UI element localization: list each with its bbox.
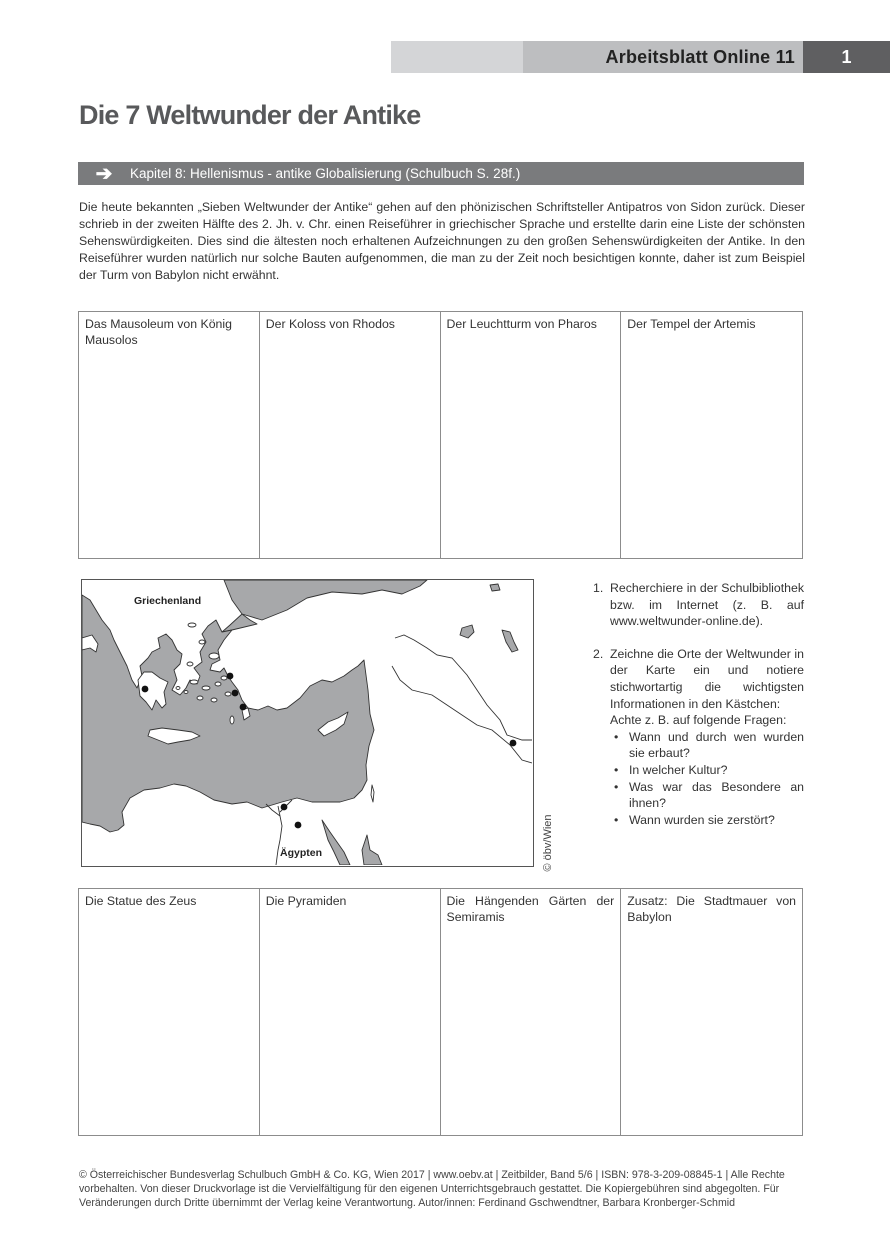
question-item: • In welcher Kultur? (610, 762, 804, 779)
bullet-icon: • (614, 729, 619, 744)
questions-intro: Achte z. B. auf folgende Fragen: (610, 713, 787, 728)
map-copyright (540, 810, 556, 876)
header-light-segment (391, 41, 523, 73)
task-text: Zeichne die Orte der Weltwunder in der Karte ein und notiere stichwortartig die wichtigsten Informationen in den Kästchen: (610, 646, 804, 711)
page-title: Die 7 Weltwunder der Antike (79, 100, 421, 130)
wonder-box-label: Der Tempel der Artemis (627, 317, 756, 331)
footer-copyright: © Österreichischer Bundesverlag Schulbuch GmbH & Co. KG, Wien 2017 | www.oebv.at | Zeitbilder, Band 5/6 | ISBN: 978-3-209-08845-1 | Alle Rechte vorbehalten. Von dieser Druckvorlage ist die Vervielfältigung für den eigenen Unterrichtsgebrauch gestattet. Die Kopiergebühren sind abgegolten. Für Veränderungen durch Dritte übernimmt der Verlag keine Verantwortung. Autor/innen: Ferdinand Gschwendtner, Barbara Kronberger-Schmid (79, 1169, 785, 1209)
wonder-box-label: Die Hängenden Gärten der Semiramis (446, 894, 615, 924)
arrow-right-icon: ➔ (95, 162, 113, 185)
question-item: • Wann wurden sie zerstört? (610, 812, 804, 829)
wonder-box-lighthouse[interactable] (441, 312, 622, 558)
worksheet-header (391, 41, 890, 73)
task-text: Recherchiere in der Schulbibliothek bzw. im Internet (z. B. auf www.weltwunder-online.de). (610, 581, 804, 629)
wonder-box-label: Die Pyramiden (265, 894, 347, 908)
map-graphic (82, 580, 532, 865)
task-2 (593, 646, 804, 829)
question-item: • Was war das Besondere an ihnen? (610, 779, 804, 812)
wonders-grid-top (78, 311, 803, 559)
task-list (593, 580, 804, 828)
wonder-box-zeus[interactable] (79, 889, 260, 1135)
map-label-greece: Griechenland (134, 595, 202, 607)
wonder-box-babylon-walls[interactable] (621, 889, 802, 1135)
wonder-box-label: Der Koloss von Rhodos (265, 317, 395, 331)
header-title: Arbeitsblatt Online 11 (523, 41, 803, 73)
wonder-box-label: Das Mausoleum von König Mausolos (85, 317, 232, 347)
wonder-box-mausoleum[interactable] (79, 312, 260, 558)
wonders-grid-bottom (78, 888, 803, 1136)
wonder-box-pyramids[interactable] (260, 889, 441, 1135)
wonder-box-label: Zusatz: Die Stadtmauer von Babylon (627, 894, 796, 924)
task-number: 2. (593, 646, 604, 661)
chapter-bar (78, 162, 804, 185)
task-number: 1. (593, 581, 604, 595)
wonder-box-hanging-gardens[interactable] (441, 889, 622, 1135)
wonder-box-artemis[interactable] (621, 312, 802, 558)
wonder-box-colossus[interactable] (260, 312, 441, 558)
question-item: • Wann und durch wen wurden sie erbaut? (610, 729, 804, 762)
bullet-icon: • (614, 762, 619, 777)
wonder-box-label: Die Statue des Zeus (85, 894, 197, 908)
question-list (610, 729, 804, 829)
bullet-icon: • (614, 812, 619, 827)
intro-text: Die heute bekannten „Sieben Weltwunder der Antike“ gehen auf den phönizischen Schriftsteller Antipatros von Sidon zurück. Dieser schrieb in der zweiten Hälfte des 2. Jh. v. Chr. einen Reiseführer in griechischer Sprache und erstellte darin eine Liste der schönsten Sehenswürdigkeiten. Dies sind die ältesten noch erhaltenen Aufzeichnungen zu den großen Sehenswürdigkeiten der Antike. In den Reiseführer wurden natürlich nur solche Bauten aufgenommen, die man zu der Zeit noch besichtigen konnte, daher ist zum Beispiel der Turm von Babylon nicht erwähnt. (79, 200, 805, 282)
map-eastern-mediterranean (81, 579, 534, 867)
page-number: 1 (803, 41, 890, 73)
map-copyright-text: © öbv/Wien (542, 814, 554, 872)
bullet-icon: • (614, 779, 619, 794)
chapter-label: Kapitel 8: Hellenismus - antike Globalisierung (Schulbuch S. 28f.) (130, 166, 521, 181)
task-1 (593, 580, 804, 630)
map-label-egypt: Ägypten (280, 847, 322, 859)
wonder-box-label: Der Leuchtturm von Pharos (446, 317, 597, 331)
